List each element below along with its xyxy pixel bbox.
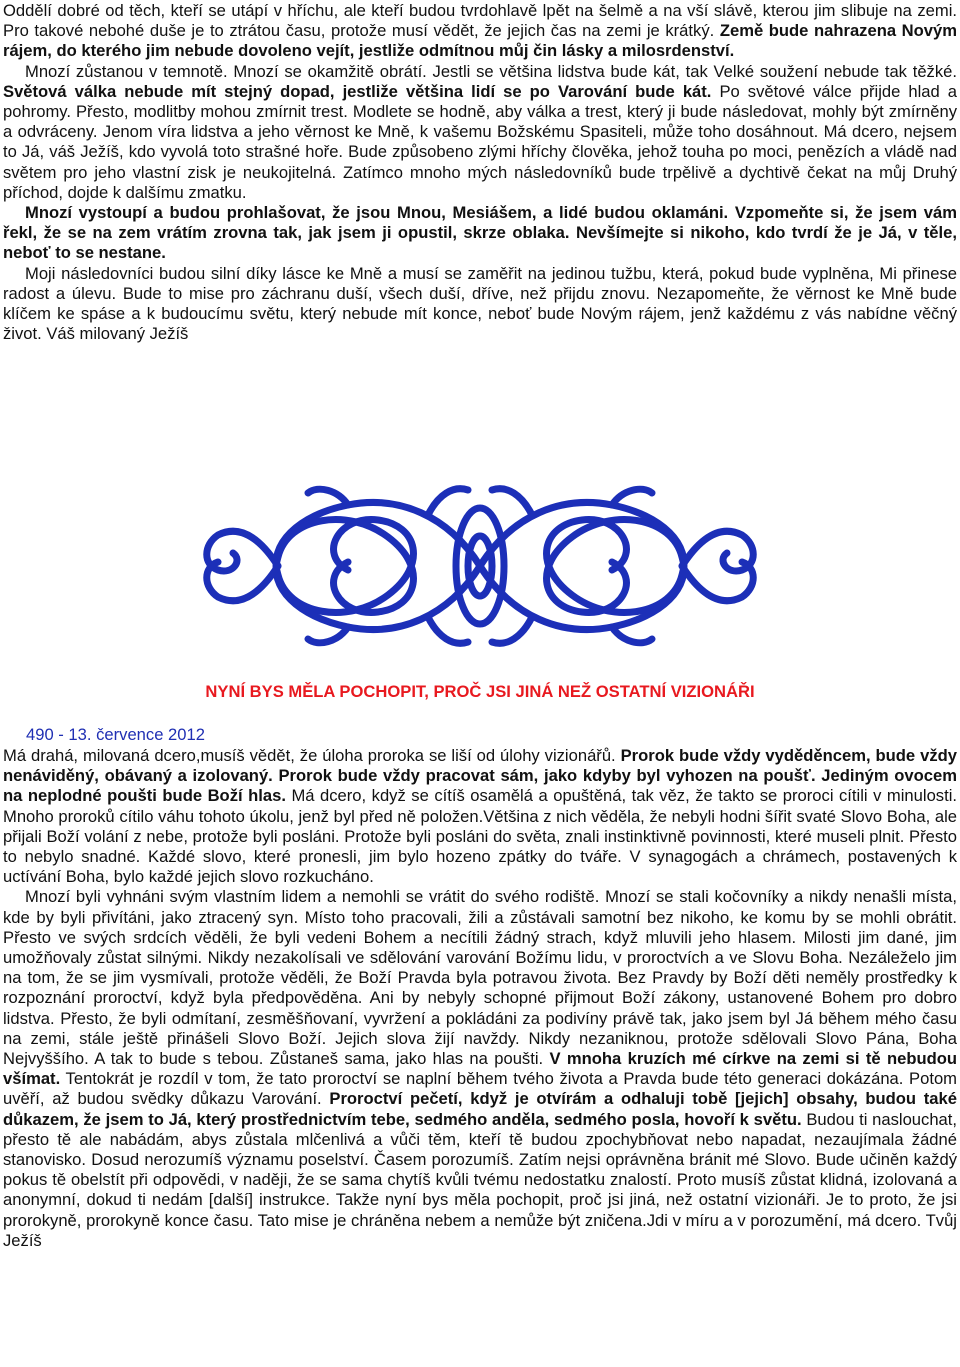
ornament-left-half [207,489,480,644]
paragraph [3,264,957,345]
celtic-knot-ornament-icon [198,475,762,657]
text-run: Mnozí byli vyhnáni svým vlastním lidem a nemohli se vrátit do svého rodiště. Mnozí se stali kočovníky a nikdy nenašli místa, kde by byli přivítáni, jako ztracený syn. Místo toho pracovali, žili a zůstávali samotní bez nikoho, ke komu by se mohli obrátit. Přesto ve svých srdcích věděli, že byli vedeni Bohem a necítili žádný strach, když mluvili jeho hlasem. Milosti jim dané, jim umožňovaly zůstat silnými. Nikdy nezakolísali ve sdělování varování Božímu lidu, v proroctvích a ve Slovu Boha. Nezáleželo jim na tom, že se jim vysmívali, protože věděli, že Boží Pravda byla potravou života. Bez Pravdy by Boží děti neměly prostředky k rozpoznání proroctví, když byla předpověděna. Ani by nebyly schopné přijmout Boží zákony, ustanovené Bohem pro dobro lidstva. Přesto, že byli odmítaní, zesměšňovaní, vyvržení a pokládáni za podivíny právě tak, jako jsem byl Já během mého času na zemi, stále ještě přinášeli Slovo Boží. Jejich slova žijí navždy. Nikdy nezaniknou, protože sdělovali Slovo Pána, Boha Nejvyššího. A tak to bude s tebou. Zůstaneš sama, jako hlas na poušti. [3,887,957,1069]
bold-text-run: Prorok bude vždy vyděděncem, bude vždy nenáviděný, obávaný a izolovaný. Prorok bude vždy pracovat sám, jako kdyby byl vyhozen na poušť. Jediným ovocem na neplodné poušti bude Boží hlas. [3,746,957,806]
bold-text-run: Proroctví pečetí, když je otvírám a odhaluji tobě [jejich] obsahy, budou také důkazem, že jsem to Já, který prostřednictvím tebe, sedmého anděla, sedmého posla, hovoří k světu. [3,1089,957,1129]
bold-text-run: Světová válka nebude mít stejný dopad, jestliže většina lidí se po Varování bude kát. [3,81,712,101]
paragraph [3,203,957,264]
bold-text-run: Mnozí vystoupí a budou prohlašovat, že jsou Mnou, Mesiášem, a lidé budou oklamáni. Vzpomeňte si, že jsem vám řekl, že se na zem vrátím zrovna tak, jak jsem ji opustil, skrze oblaka. Nevšímejte si nikoho, kdo tvrdí že je Já, v těle, neboť to se nestane. [3,203,957,263]
text-run: Po světové válce přijde hlad a pohromy. Přesto, modlitby mohou zmírnit trest. Modlete se hodně, aby válka a trest, který ji bude následovat, mohly být zmírněny a odvráceny. Jenom víra lidstva a jeho věrnost ke Mně, k vašemu Božskému Spasiteli, může toho dosáhnout. Má dcero, nejsem to Já, váš Ježíš, kdo vyvolá toto strašné hoře. Bude způsobeno zlými hříchy člověka, jehož touha po moci, penězích a vládě nad světem pro jeho vlastní zisk je neukojitelná. Zatímco mnoho mých následovníků bude trpělivě a dychtivě čekat na můj Druhý příchod, dojde k dalšímu zmatku. [3,81,958,202]
text-run: Má dcero, když se cítíš osamělá a opuštěná, tak věz, že takto se proroci cítili v minulosti. Mnoho proroků cítilo váhu tohoto úkolu, jenž byl před ně položen.Většina z nich věděla, že nebyli hodni šířit svaté Slovo Boha, ale přijali Boží volání z nebe, protože byli posláni. Protože byli posláni do světa, znali instinktivně povinnosti, které museli plnit. Přesto to nebylo snadné. Každé slovo, které pronesli, jim bylo hozeno zpátky do tváře. V synagogách a chrámech, postavených k uctívání Boha, bylo každé jejich slovo rozkucháno. [3,786,957,887]
text-run: Má drahá, milovaná dcero,musíš vědět, že úloha proroka se liší od úlohy vizionářů. [3,746,621,765]
text-run: Budou ti naslouchat, přesto tě ale nabádám, abys zůstala mlčenlivá a vůči těm, kteří tě budou zpochybňovat nebo napadat, nezaujímala žádné stanovisko. Dosud nerozumíš významu poselství. Časem porozumíš. Zatím nejsi oprávněna bránit mé Slovo. Bude učiněn každý pokus tě obelstít při odpovědi, v naději, že se sama chytíš kvůli tvému nedostatku znalostí. Proto musíš zůstat klidná, izolovaná a anonymní, dokud ti nedám [další] instrukce. Takže nyní bys měla pochopit, proč jsi jiná, než ostatní vizionáři. Je to proto, že jsi prorokyně, prorokyně konce času. Tato mise je chráněna nebem a nemůže být zničena.Jdi v míru a v porozumění, má dcero. Tvůj Ježíš [3,1109,958,1250]
message-continuation [3,1,957,344]
section-title: NYNÍ BYS MĚLA POCHOPIT, PROČ JSI JINÁ NEŽ OSTATNÍ VIZIONÁŘI [205,682,755,701]
paragraph [3,62,957,203]
message-date: 490 - 13. července 2012 [26,725,205,744]
text-run: Oddělí dobré od těch, kteří se utápí v hříchu, ale kteří budou tvrdohlavě lpět na šelmě a na vší slávě, kterou jim slibuje na zemi. Pro takové nebohé duše je to ztrátou času, protože musí vědět, že jejich čas na zemi je krátký. [3,1,957,41]
message-body [3,746,957,1251]
paragraph [3,746,957,887]
text-run: Mnozí zůstanou v temnotě. Mnozí se okamžitě obrátí. Jestli se většina lidstva bude kát, tak Velké soužení nebude tak těžké. [25,61,957,81]
paragraph [3,887,957,1251]
bold-text-run: V mnoha kruzích mé církve na zemi si tě nebudou všímat. [3,1049,957,1089]
text-run: Moji následovníci budou silní díky lásce ke Mně a musí se zaměřit na jedinou tužbu, která, pokud bude vyplněna, Mi přinese radost a úlevu. Bude to mise pro záchranu duší, všech duší, dříve, než přijdu znovu. Nezapomeňte, že věrnost ke Mně bude klíčem ke spáse a k budoucímu světu, který nebude mít konce, neboť bude Novým rájem, jenž každému z vás nabídne věčný život. Váš milovaný Ježíš [3,263,957,344]
paragraph [3,1,957,62]
bold-text-run: Země bude nahrazena Novým rájem, do kterého jim nebude dovoleno vejít, jestliže odmítnou můj čin lásky a milosrdenství. [3,21,957,61]
ornament-right-half [480,489,753,644]
text-run: Tentokrát je rozdíl v tom, že tato proroctví se naplní během tvého života a Pravda bude této generaci dokázána. Potom uvěří, až budou svědky důkazu Varování. [3,1069,957,1109]
